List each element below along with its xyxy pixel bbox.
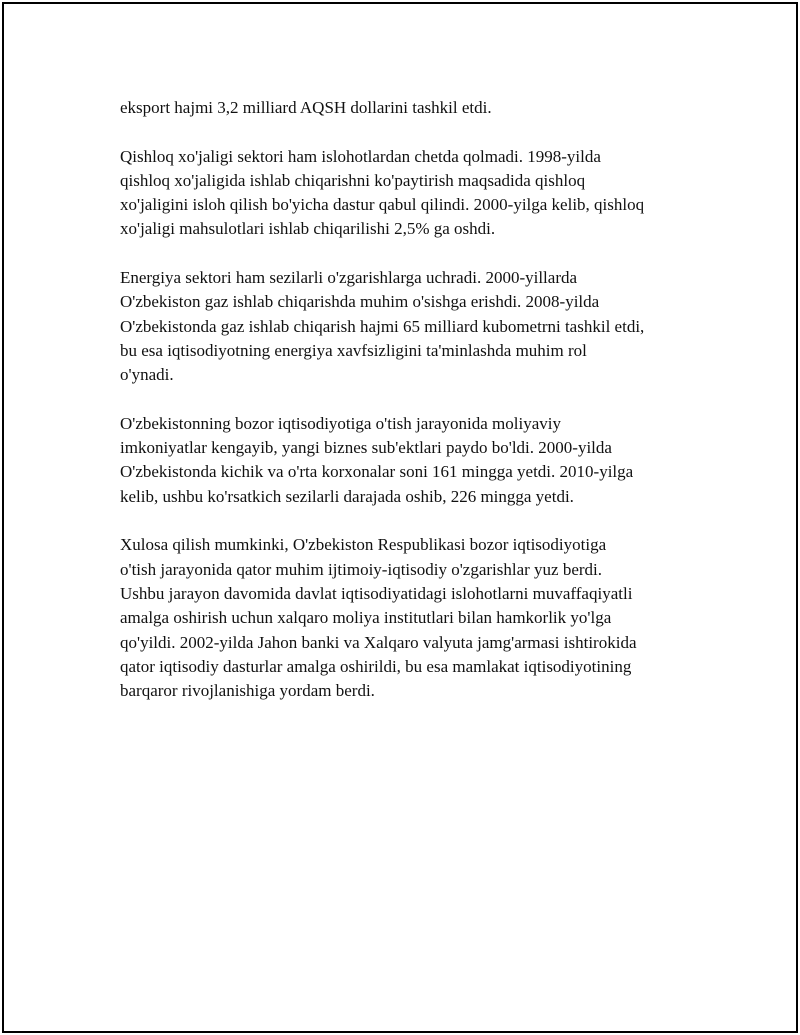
text-line: qo'yildi. 2002-yilda Jahon banki va Xalqaro valyuta jamg'armasi ishtirokida: [120, 632, 637, 652]
document-body: [120, 96, 700, 728]
text-line: Qishloq xo'jaligi sektori ham islohotlardan chetda qolmadi. 1998-yilda: [120, 146, 601, 166]
text-line: Xulosa qilish mumkinki, O'zbekiston Respublikasi bozor iqtisodiyotiga: [120, 535, 607, 555]
paragraph-business: [120, 412, 700, 509]
paragraph-conclusion: [120, 533, 700, 703]
text-line: O'zbekistonda gaz ishlab chiqarish hajmi 65 milliard kubometrni tashkil etdi,: [120, 316, 645, 336]
text-line: xo'jaligi mahsulotlari ishlab chiqarilishi 2,5% ga oshdi.: [120, 219, 496, 239]
text-line: amalga oshirish uchun xalqaro moliya institutlari bilan hamkorlik yo'lga: [120, 608, 612, 628]
text-line: imkoniyatlar kengayib, yangi biznes sub'ektlari paydo bo'ldi. 2000-yilda: [120, 438, 612, 458]
text-line: o'ynadi.: [120, 365, 174, 385]
document-page: [2, 2, 798, 1033]
text-line: bu esa iqtisodiyotning energiya xavfsizligini ta'minlashda muhim rol: [120, 340, 587, 360]
paragraph-export: [120, 96, 700, 120]
text-line: kelib, ushbu ko'rsatkich sezilarli darajada oshib, 226 mingga yetdi.: [120, 486, 574, 506]
text-line: Energiya sektori ham sezilarli o'zgarishlarga uchradi. 2000-yillarda: [120, 268, 578, 288]
text-line: barqaror rivojlanishiga yordam berdi.: [120, 681, 375, 701]
text-line: eksport hajmi 3,2 milliard AQSH dollarini tashkil etdi.: [120, 98, 492, 117]
text-line: o'tish jarayonida qator muhim ijtimoiy-iqtisodiy o'zgarishlar yuz berdi.: [120, 559, 603, 579]
text-line: Ushbu jarayon davomida davlat iqtisodiyatidagi islohotlarni muvaffaqiyatli: [120, 583, 633, 603]
text-line: xo'jaligini isloh qilish bo'yicha dastur qabul qilindi. 2000-yilga kelib, qishloq: [120, 195, 645, 215]
text-line: qator iqtisodiy dasturlar amalga oshirildi, bu esa mamlakat iqtisodiyotining: [120, 656, 632, 676]
paragraph-energy: [120, 266, 700, 387]
text-line: O'zbekistonda kichik va o'rta korxonalar soni 161 mingga yetdi. 2010-yilga: [120, 462, 634, 482]
text-line: O'zbekiston gaz ishlab chiqarishda muhim o'sishga erishdi. 2008-yilda: [120, 292, 600, 312]
paragraph-agriculture: [120, 145, 700, 242]
text-line: qishloq xo'jaligida ishlab chiqarishni ko'paytirish maqsadida qishloq: [120, 170, 586, 190]
text-line: O'zbekistonning bozor iqtisodiyotiga o'tish jarayonida moliyaviy: [120, 413, 561, 433]
